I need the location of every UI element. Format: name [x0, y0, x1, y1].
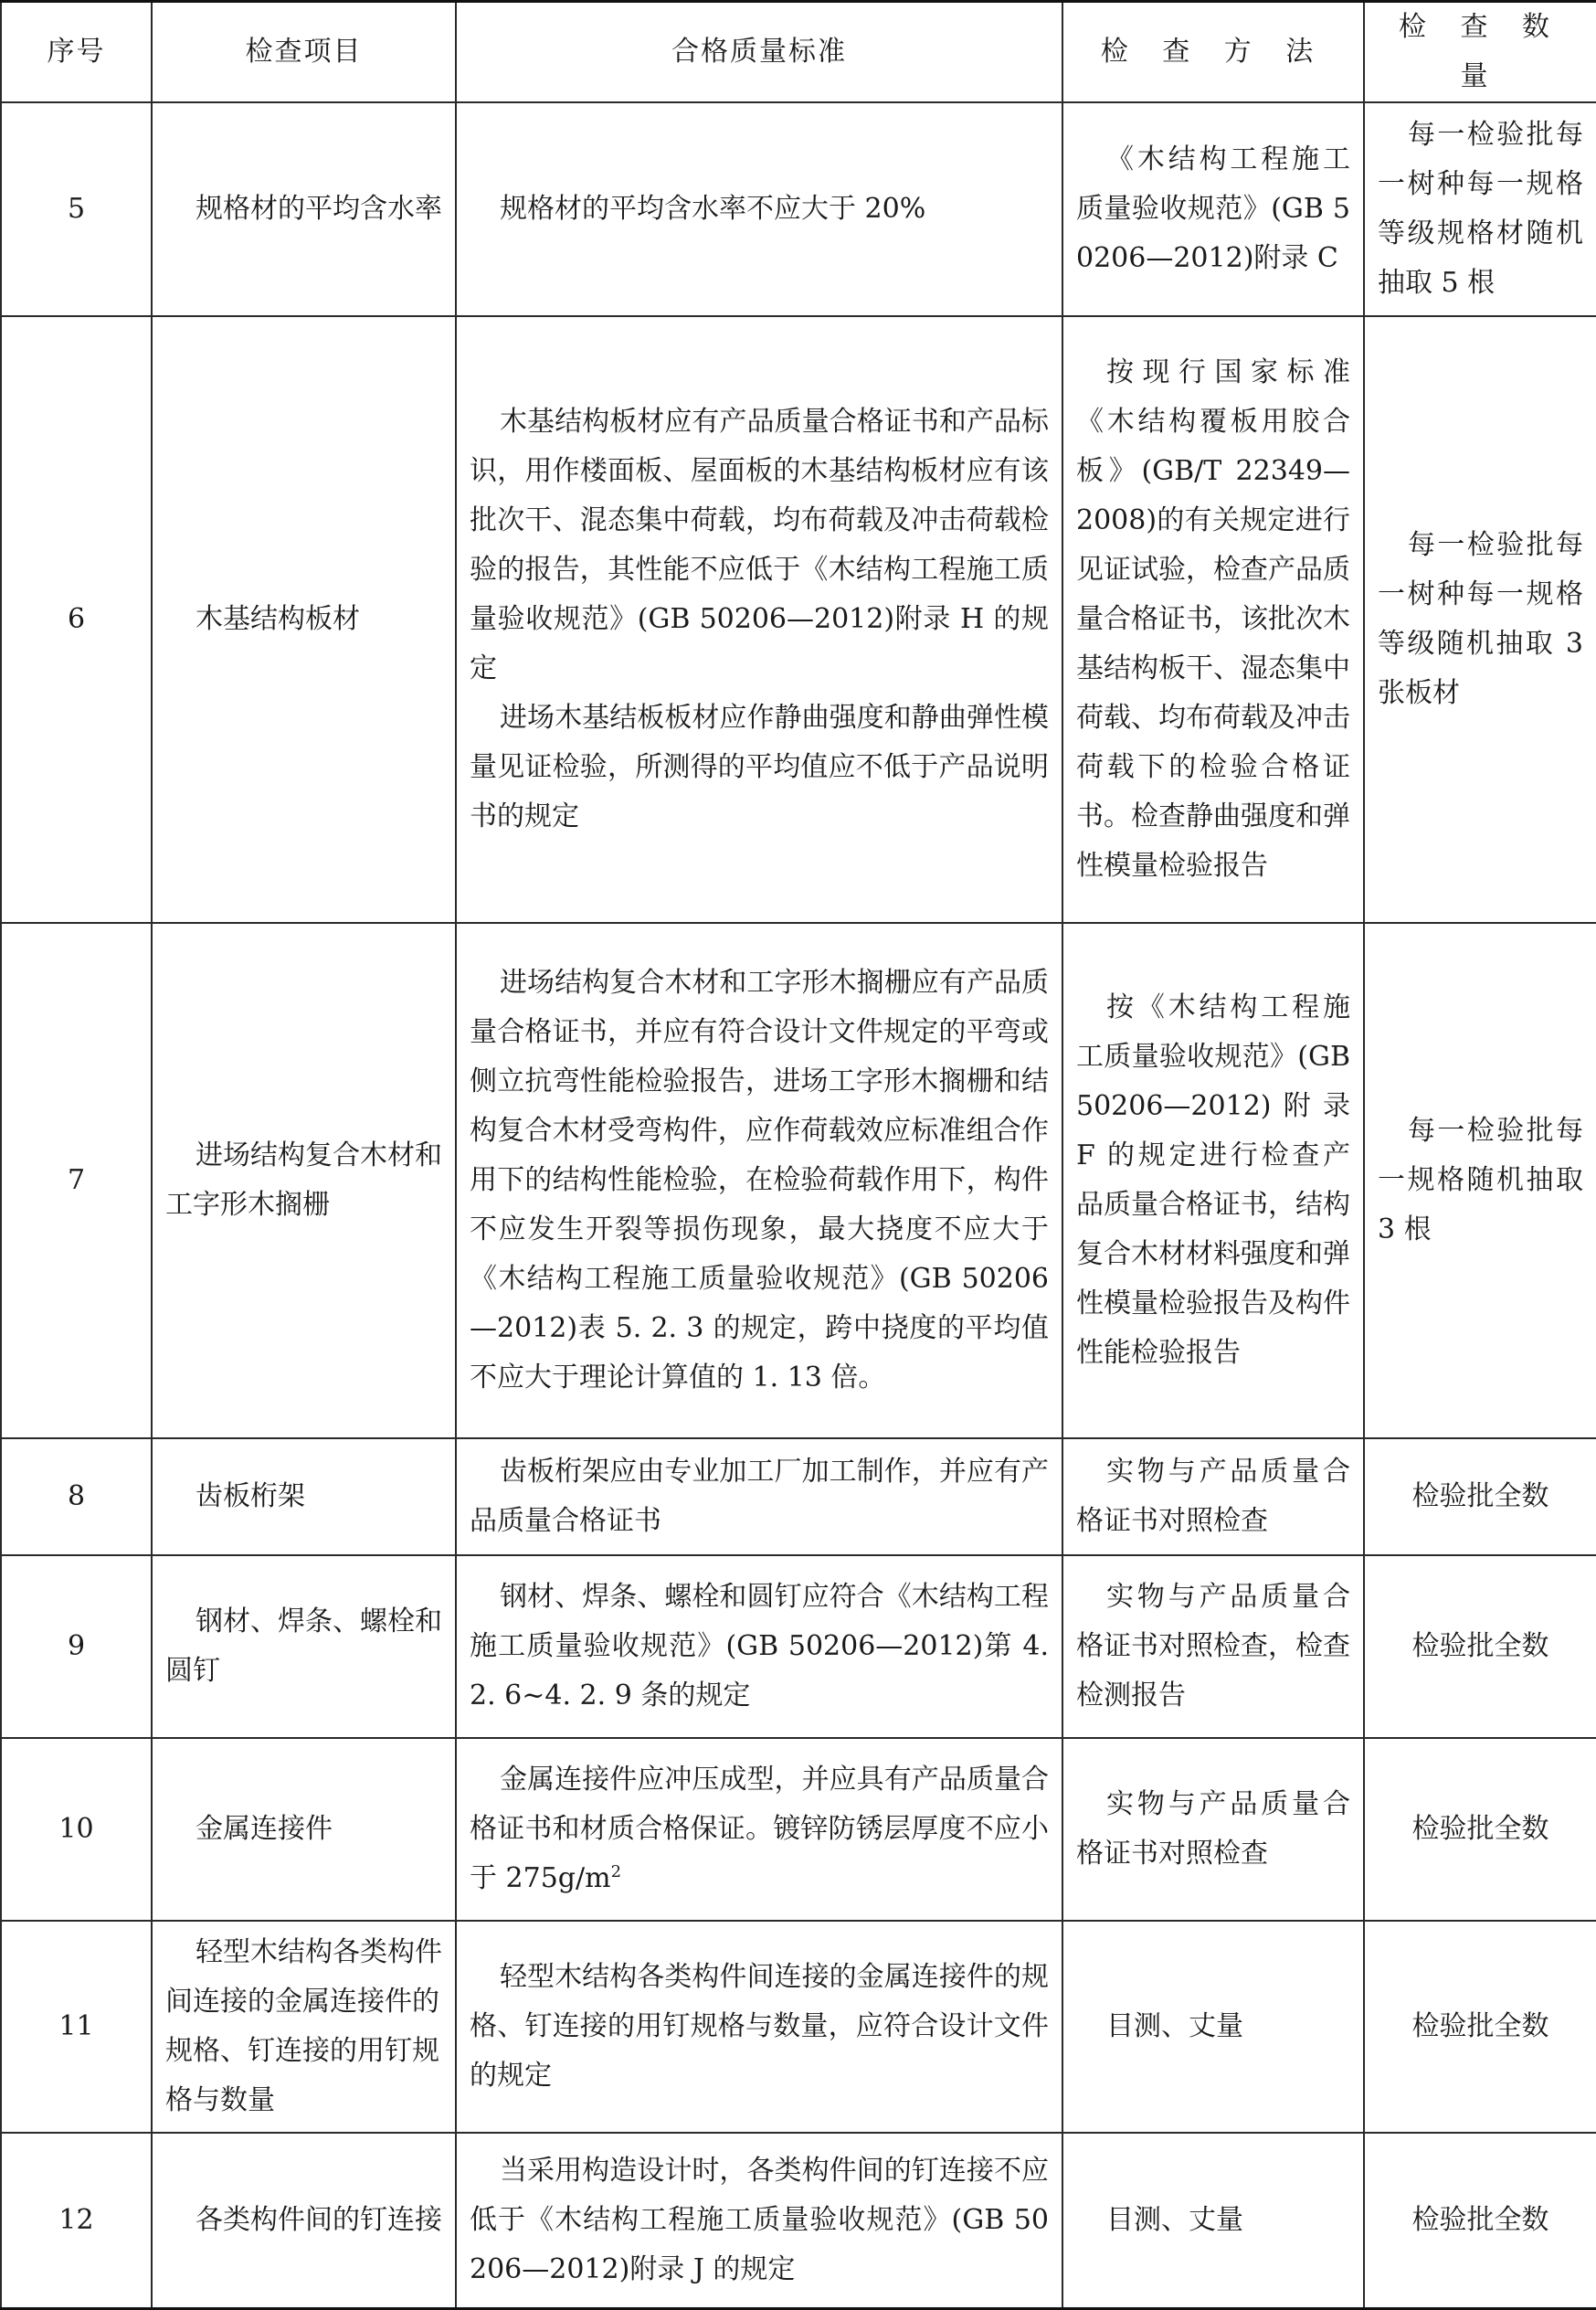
table-row [1, 1738, 1596, 1921]
row-standard [456, 316, 1062, 923]
row-item [152, 1738, 456, 1921]
row-method-text: 按现行国家标准《木结构覆板用胶合板》(GB/T 22349—2008)的有关规定进行见证试验，检查产品质量合格证书，该批次木基结构板干、湿态集中荷载、均布荷载及冲击荷载下的检验合格证书。检查静曲强度和弹性模量检验报告 [1076, 356, 1350, 882]
table-row [1, 1438, 1596, 1555]
row-quantity: 检验批全数 [1364, 1921, 1596, 2133]
row-number: 9 [1, 1555, 152, 1738]
row-item-text: 进场结构复合木材和工字形木搁栅 [165, 1139, 442, 1221]
row-standard-paragraph [470, 1755, 1049, 1903]
row-standard [456, 102, 1062, 316]
row-standard-paragraph: 钢材、焊条、螺栓和圆钉应符合《木结构工程施工质量验收规范》(GB 50206—2012)第 4. 2. 6~4. 2. 9 条的规定 [470, 1581, 1049, 1711]
row-number: 5 [1, 102, 152, 316]
row-method-text: 目测、丈量 [1106, 2203, 1243, 2236]
row-standard-paragraph: 规格材的平均含水率不应大于 20% [500, 193, 926, 225]
row-standard-paragraph: 木基结构板材应有产品质量合格证书和产品标识，用作楼面板、屋面板的木基结构板材应有该批次干、混态集中荷载，均布荷载及冲击荷载检验的报告，其性能不应低于《木结构工程施工质量验收规范》(GB 50206—2012)附录 H 的规定 [470, 406, 1049, 684]
row-standard-paragraph: 轻型木结构各类构件间连接的金属连接件的规格、钉连接的用钉规格与数量，应符合设计文件的规定 [470, 1961, 1049, 2092]
header-item: 检查项目 [152, 2, 456, 103]
row-method-text: 按《木结构工程施工质量验收规范》(GB 50206—2012)附录 F 的规定进行检查产品质量合格证书，结构复合木材材料强度和弹性模量检验报告及构件性能检验报告 [1076, 991, 1350, 1369]
row-standard-paragraph: 进场木基结板板材应作静曲强度和静曲弹性模量见证检验，所测得的平均值应不低于产品说明书的规定 [470, 702, 1049, 832]
header-row [1, 2, 1596, 103]
row-quantity [1364, 102, 1596, 316]
row-standard [456, 1738, 1062, 1921]
row-standard-paragraph: 进场结构复合木材和工字形木搁栅应有产品质量合格证书，并应有符合设计文件规定的平弯或侧立抗弯性能检验报告，进场工字形木搁栅和结构复合木材受弯构件，应作荷载效应标准组合作用下的结构性能检验，在检验荷载作用下，构件不应发生开裂等损伤现象，最大挠度不应大于《木结构工程施工质量验收规范》(GB 50206—2012)表 5. 2. 3 的规定，跨中挠度的平均值不应大于理论计算值的 1. 13 倍。 [470, 967, 1049, 1393]
row-quantity [1364, 316, 1596, 923]
row-quantity-text: 每一检验批每一规格随机抽取 3 根 [1378, 1115, 1583, 1245]
row-quantity: 检验批全数 [1364, 1438, 1596, 1555]
row-quantity: 检验批全数 [1364, 2133, 1596, 2308]
row-standard [456, 1555, 1062, 1738]
header-no: 序号 [1, 2, 152, 103]
table-row [1, 1921, 1596, 2133]
row-number: 10 [1, 1738, 152, 1921]
table-row [1, 923, 1596, 1438]
header-standard: 合格质量标准 [456, 2, 1062, 103]
row-item [152, 1555, 456, 1738]
row-number: 12 [1, 2133, 152, 2308]
row-method-text: 《木结构工程施工质量验收规范》(GB 50206—2012)附录 C [1076, 143, 1350, 274]
row-item-text: 木基结构板材 [196, 603, 360, 635]
row-item-text: 规格材的平均含水率 [196, 193, 442, 225]
row-method [1062, 102, 1364, 316]
row-item [152, 2133, 456, 2308]
row-method [1062, 1921, 1364, 2133]
row-method-text: 实物与产品质量合格证书对照检查，检查检测报告 [1076, 1581, 1350, 1711]
row-item [152, 102, 456, 316]
row-quantity: 检验批全数 [1364, 1555, 1596, 1738]
row-item [152, 1438, 456, 1555]
row-method [1062, 2133, 1364, 2308]
header-quantity: 检 查 数 量 [1364, 2, 1596, 103]
row-number: 8 [1, 1438, 152, 1555]
row-number: 7 [1, 923, 152, 1438]
row-standard [456, 1438, 1062, 1555]
header-method: 检 查 方 法 [1062, 2, 1364, 103]
row-method-text: 实物与产品质量合格证书对照检查 [1076, 1788, 1350, 1870]
table-header [1, 2, 1596, 103]
table-row [1, 316, 1596, 923]
row-method [1062, 1555, 1364, 1738]
table-row [1, 102, 1596, 316]
row-standard-text: 金属连接件应冲压成型，并应具有产品质量合格证书和材质合格保证。镀锌防锈层厚度不应小于 275g/m [470, 1764, 1049, 1894]
row-item-text: 金属连接件 [196, 1813, 333, 1845]
row-item-text: 轻型木结构各类构件间连接的金属连接件的规格、钉连接的用钉规格与数量 [165, 1936, 442, 2116]
row-quantity-text: 每一检验批每一树种每一规格等级规格材随机抽取 5 根 [1378, 119, 1583, 299]
row-method [1062, 1738, 1364, 1921]
table-row [1, 1555, 1596, 1738]
row-item-text: 钢材、焊条、螺栓和圆钉 [165, 1605, 442, 1687]
row-item [152, 316, 456, 923]
row-standard-paragraph: 当采用构造设计时，各类构件间的钉连接不应低于《木结构工程施工质量验收规范》(GB 50206—2012)附录 J 的规定 [470, 2154, 1049, 2285]
row-method [1062, 923, 1364, 1438]
table-body [1, 102, 1596, 2308]
row-item [152, 923, 456, 1438]
row-number: 6 [1, 316, 152, 923]
row-method [1062, 1438, 1364, 1555]
row-number: 11 [1, 1921, 152, 2133]
row-item-text: 各类构件间的钉连接 [196, 2203, 442, 2236]
row-standard [456, 2133, 1062, 2308]
row-item [152, 1921, 456, 2133]
row-quantity [1364, 923, 1596, 1438]
row-method-text: 实物与产品质量合格证书对照检查 [1076, 1456, 1350, 1537]
table-row [1, 2133, 1596, 2308]
row-quantity-text: 每一检验批每一树种每一规格等级随机抽取 3 张板材 [1378, 529, 1583, 709]
unit-superscript: 2 [610, 1862, 622, 1881]
row-quantity: 检验批全数 [1364, 1738, 1596, 1921]
row-standard [456, 1921, 1062, 2133]
row-method-text: 目测、丈量 [1106, 2010, 1243, 2042]
row-standard [456, 923, 1062, 1438]
row-standard-paragraph: 齿板桁架应由专业加工厂加工制作，并应有产品质量合格证书 [470, 1456, 1049, 1537]
row-method [1062, 316, 1364, 923]
row-item-text: 齿板桁架 [196, 1480, 305, 1512]
